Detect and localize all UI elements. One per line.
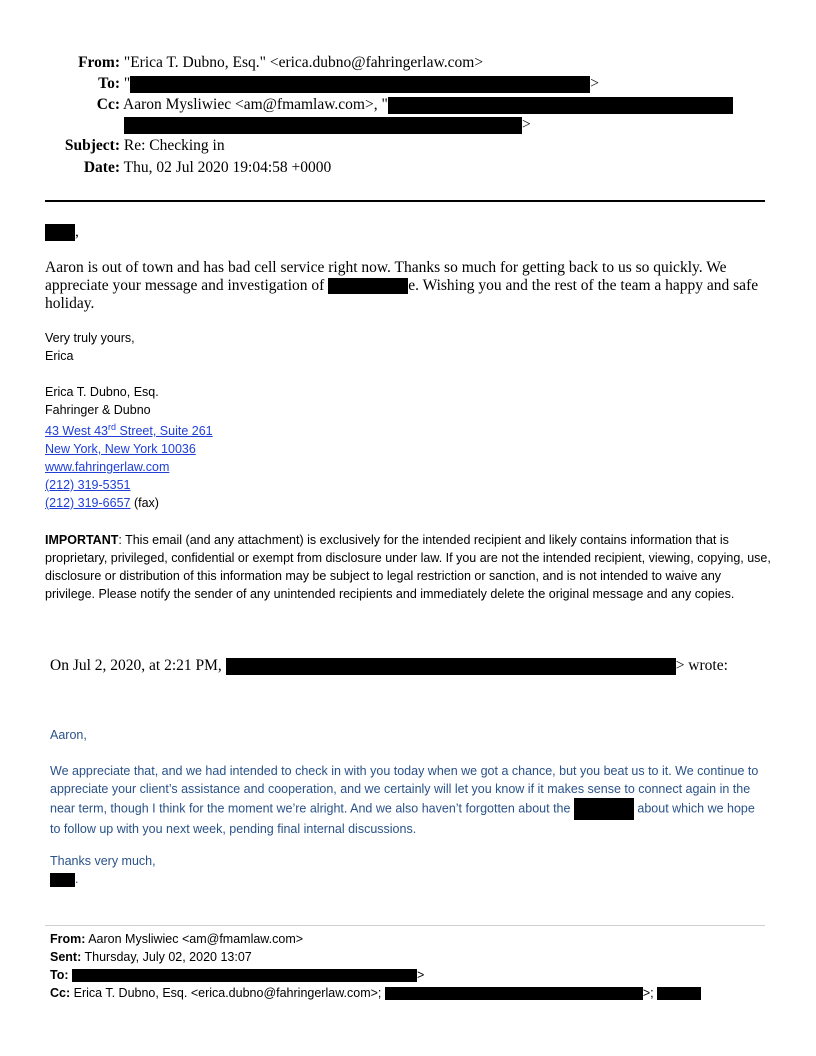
signature-name: Erica T. Dubno, Esq. (45, 385, 159, 399)
redaction-block (657, 987, 701, 1000)
redaction-block (385, 987, 643, 1000)
fax-label: (fax) (130, 496, 159, 510)
to-close: > (590, 75, 599, 92)
quoted-greeting: Aaron, (50, 728, 87, 742)
header-subject-row (45, 137, 225, 155)
forward-header (50, 930, 701, 1002)
closing-line: Very truly yours, (45, 331, 135, 345)
greeting-suffix: , (75, 223, 79, 240)
header-from-row (45, 54, 483, 72)
redaction-block (226, 658, 676, 675)
subject-label: Subject: (64, 137, 120, 154)
date-label: Date: (83, 159, 120, 176)
notice-label: IMPORTANT (45, 533, 119, 547)
redaction-block (45, 224, 75, 241)
header-cc-row-continued (124, 116, 531, 134)
forward-from-row: From: Aaron Mysliwiec <am@fmamlaw.com> (50, 932, 304, 946)
quoted-paragraph-part2: about which we hope to follow up with you next week, pending final internal discussions. (50, 801, 755, 836)
cc-label: Cc: (96, 96, 120, 113)
quoted-signature (50, 870, 78, 888)
to-label: To: (98, 75, 120, 92)
body-paragraph-part2: e. Wishing you and the rest of the team a happy and safe holiday. (45, 277, 759, 312)
redaction-block (388, 97, 733, 114)
from-label: From: (78, 54, 120, 71)
forward-to-row: To: > (50, 968, 425, 982)
forward-sent-row: Sent: Thursday, July 02, 2020 13:07 (50, 950, 252, 964)
website-link[interactable]: www.fahringerlaw.com (45, 460, 170, 474)
redaction-block (328, 278, 408, 294)
quote-intro-suffix: > wrote: (675, 657, 728, 674)
cc-close: > (522, 116, 531, 133)
signature-firm: Fahringer & Dubno (45, 403, 151, 417)
redaction-block (72, 969, 417, 982)
forward-divider (45, 925, 765, 926)
redaction-block (130, 76, 590, 93)
quote-intro (50, 657, 728, 675)
cc-value: Aaron Mysliwiec <am@fmamlaw.com>, " (123, 96, 388, 113)
quoted-thanks: Thanks very much, (50, 854, 156, 868)
closing-name: Erica (45, 349, 74, 363)
fax-link[interactable]: (212) 319-6657 (45, 496, 131, 510)
city-link[interactable]: New York, New York 10036 (45, 442, 196, 456)
phone-link[interactable]: (212) 319-5351 (45, 478, 131, 492)
header-divider (45, 200, 765, 202)
header-cc-row (45, 96, 733, 114)
subject-value: Re: Checking in (123, 137, 225, 154)
body-paragraph (45, 259, 765, 313)
redaction-block (124, 117, 522, 134)
body-paragraph-part1: Aaron is out of town and has bad cell service right now. Thanks so much for getting back to us so quickly. We appreciate your message and investigation of (45, 259, 727, 294)
quoted-signature-suffix: . (75, 872, 79, 886)
forward-cc-row: Cc: Erica T. Dubno, Esq. <erica.dubno@fahringerlaw.com>; >; (50, 984, 701, 1002)
header-date-row (45, 159, 331, 177)
to-open-quote: " (123, 75, 131, 92)
quoted-paragraph (50, 762, 762, 838)
redaction-block (50, 873, 75, 887)
signature-block (45, 383, 213, 512)
quote-intro-prefix: On Jul 2, 2020, at 2:21 PM, (50, 657, 226, 674)
closing (45, 329, 135, 365)
quoted-paragraph-part1: We appreciate that, and we had intended to check in with you today when we got a chance, but you beat us to it. We continue to appreciate your client’s assistance and cooperation, and we certainly will let you know if it makes sense to connect again in the near term, though I think for the moment we’re alright. And we also haven’t forgotten about the (50, 764, 759, 816)
confidentiality-notice (45, 531, 773, 603)
address-link[interactable]: 43 West 43rd Street, Suite 261 (45, 421, 213, 438)
notice-text: : This email (and any attachment) is exclusively for the intended recipient and likely contains information that is proprietary, privileged, confidential or exempt from disclosure under law. If you are not the intended recipient, viewing, copying, use, disclosure or distribution of this information may be subject to legal restriction or sanction, and is not intended to waive any privilege. Please notify the sender of any unintended recipients and immediately delete the original message and any copies. (45, 533, 771, 601)
date-value: Thu, 02 Jul 2020 19:04:58 +0000 (123, 159, 332, 176)
from-value: "Erica T. Dubno, Esq." <erica.dubno@fahringerlaw.com> (123, 54, 484, 71)
header-to-row (45, 75, 599, 93)
redaction-block (574, 798, 634, 820)
greeting (45, 223, 79, 241)
